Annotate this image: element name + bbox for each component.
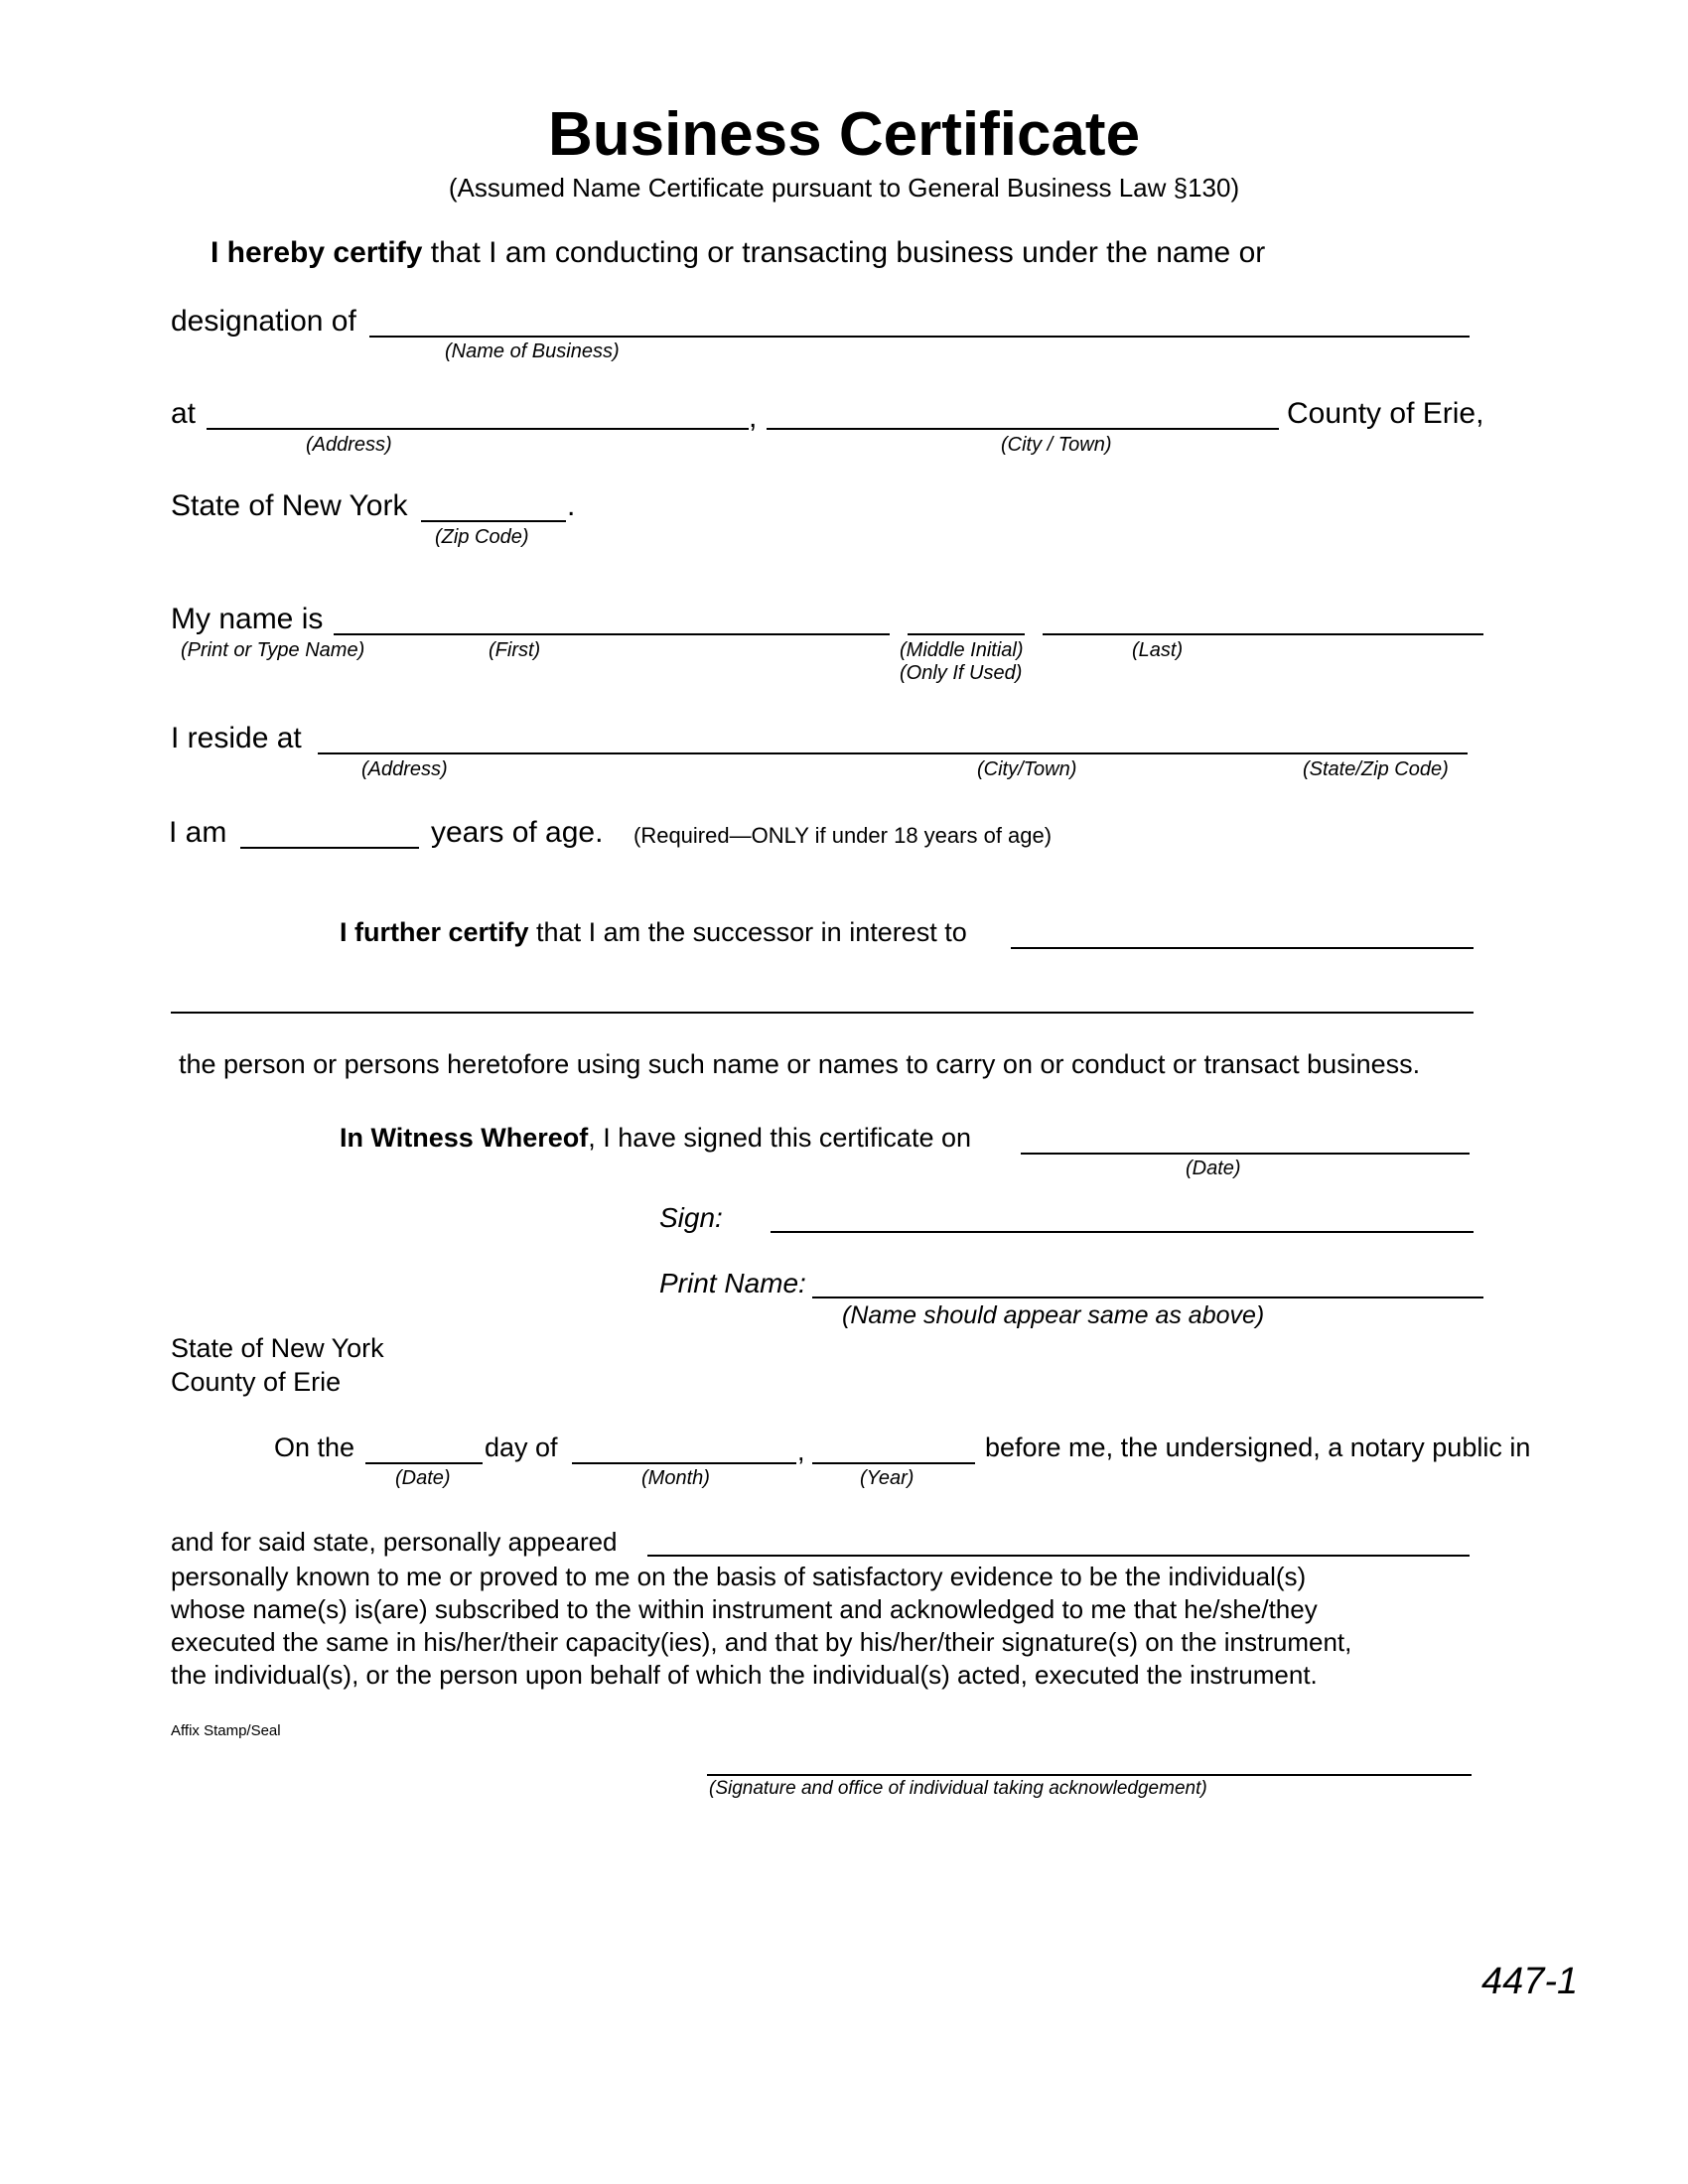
page-subtitle: (Assumed Name Certificate pursuant to General Business Law §130) — [448, 173, 1240, 203]
notary-before-me: before me, the undersigned, a notary public in — [985, 1433, 1531, 1462]
stamp-seal-label: Affix Stamp/Seal — [171, 1722, 281, 1739]
notary-appeared: and for said state, personally appeared — [171, 1527, 618, 1557]
witness-lead: In Witness Whereof — [340, 1123, 589, 1153]
notary-comma: , — [797, 1436, 805, 1466]
form-number: 447-1 — [1481, 1961, 1579, 2002]
middle-initial-caption: (Middle Initial) — [900, 639, 1024, 661]
signed-date-field[interactable] — [1021, 1153, 1470, 1155]
residence-field[interactable] — [318, 752, 1468, 754]
certify-statement — [211, 236, 1265, 270]
residence-city-caption: (City/Town) — [977, 758, 1077, 780]
business-address-caption: (Address) — [306, 434, 392, 456]
witness-rest: , I have signed this certificate on — [588, 1123, 971, 1153]
certify-lead: I hereby certify — [211, 236, 423, 269]
certify-rest: that I am conducting or transacting business under the name or — [422, 236, 1266, 269]
at-label: at — [171, 397, 197, 430]
notary-day-caption: (Date) — [395, 1467, 451, 1489]
age-field[interactable] — [240, 847, 419, 849]
zip-period: . — [567, 489, 576, 522]
last-name-caption: (Last) — [1132, 639, 1184, 661]
successor-statement — [340, 917, 967, 948]
notary-body-line: the individual(s), or the person upon behalf of which the individual(s) acted, executed the instrument. — [171, 1660, 1318, 1690]
age-label: I am — [169, 816, 227, 849]
middle-initial-field[interactable] — [908, 633, 1025, 635]
notary-body-line: whose name(s) is(are) subscribed to the within instrument and acknowledged to me that he/she/they — [171, 1594, 1318, 1624]
notary-year-field[interactable] — [812, 1462, 975, 1464]
print-name-field[interactable] — [812, 1297, 1483, 1298]
county-label: County of Erie, — [1287, 397, 1484, 430]
notary-body-line: executed the same in his/her/their capacity(ies), and that by his/her/their signature(s) on the instrument, — [171, 1627, 1352, 1657]
signed-date-caption: (Date) — [1186, 1158, 1241, 1179]
zip-code-field[interactable] — [421, 520, 566, 522]
venue-state: State of New York — [171, 1333, 384, 1363]
notary-year-caption: (Year) — [860, 1467, 914, 1489]
zip-code-caption: (Zip Code) — [435, 526, 529, 548]
predecessor-field-line-2[interactable] — [171, 1012, 1474, 1014]
successor-closing: the person or persons heretofore using such name or names to carry on or conduct or transact business. — [179, 1049, 1421, 1079]
last-name-field[interactable] — [1043, 633, 1483, 635]
print-name-caption: (Print or Type Name) — [181, 639, 365, 661]
notary-month-caption: (Month) — [641, 1467, 710, 1489]
my-name-label: My name is — [171, 603, 324, 635]
venue-county: County of Erie — [171, 1367, 342, 1397]
successor-lead: I further certify — [340, 917, 529, 947]
successor-rest: that I am the successor in interest to — [528, 917, 967, 947]
state-label: State of New York — [171, 489, 408, 522]
designation-label: designation of — [171, 305, 356, 338]
appeared-person-field[interactable] — [647, 1555, 1470, 1557]
middle-initial-caption-note: (Only If Used) — [900, 662, 1023, 684]
first-name-caption: (First) — [489, 639, 541, 661]
notary-day-field[interactable] — [365, 1462, 483, 1464]
notary-month-field[interactable] — [572, 1462, 796, 1464]
age-suffix: years of age. — [431, 816, 604, 849]
notary-on-the: On the — [274, 1433, 355, 1462]
signature-field[interactable] — [771, 1231, 1474, 1233]
business-city-field[interactable] — [767, 428, 1279, 430]
business-name-caption: (Name of Business) — [445, 341, 620, 362]
page-title: Business Certificate — [547, 100, 1141, 169]
business-city-caption: (City / Town) — [1001, 434, 1112, 456]
notary-signature-caption: (Signature and office of individual taking acknowledgement) — [709, 1778, 1207, 1799]
predecessor-field[interactable] — [1011, 947, 1474, 949]
business-address-field[interactable] — [207, 428, 749, 430]
notary-signature-field[interactable] — [707, 1774, 1472, 1776]
age-note: (Required—ONLY if under 18 years of age) — [633, 823, 1053, 848]
witness-statement — [340, 1123, 971, 1154]
first-name-field[interactable] — [334, 633, 890, 635]
address-comma: , — [749, 401, 758, 434]
notary-day-of: day of — [485, 1433, 558, 1462]
notary-body-line: personally known to me or proved to me on the basis of satisfactory evidence to be the individual(s) — [171, 1562, 1307, 1591]
print-name-label: Print Name: — [659, 1268, 806, 1298]
print-name-caption-note: (Name should appear same as above) — [842, 1301, 1265, 1329]
sign-label: Sign: — [659, 1202, 723, 1233]
residence-address-caption: (Address) — [361, 758, 448, 780]
reside-label: I reside at — [171, 722, 302, 754]
business-name-field[interactable] — [369, 336, 1470, 338]
residence-state-caption: (State/Zip Code) — [1303, 758, 1449, 780]
